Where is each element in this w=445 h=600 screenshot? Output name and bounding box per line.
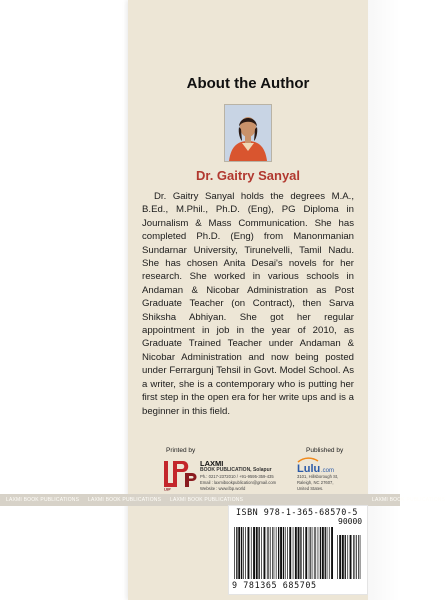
barcode-bars (232, 527, 362, 579)
barcode-bar (245, 527, 246, 579)
author-bio: Dr. Gaitry Sanyal holds the degrees M.A., B.Ed., M.Phil., Ph.D. (Eng), PG Diploma in Journalism & Mass Communication. She has completed Ph.D. (Eng) from Manonmanian Sundarnar University, Tirunelvelli, Tamil Nadu. She has chosen Anita Desai's novels for her research. She worked in various schools in Andaman & Nicobar Administration as Post Graduate Teacher (on Contract), then Sarva Shiksha Abhiyan. She got her regular appointment in job in the year of 2010, as Graduate Trained Teacher under Andaman & Nicobar Administration and now being posted under Ferrargunj Tehsil in Govt. Model School. As a writer, she is a contemporary who is putting her first step in the open era for her write ups and is a beginner in this field. (142, 191, 354, 417)
barcode-bar (314, 527, 315, 579)
barcode-bar (259, 527, 260, 579)
barcode-bar (322, 527, 324, 579)
barcode-bar (331, 527, 333, 579)
barcode-bar (310, 527, 311, 579)
barcode-bar (305, 527, 307, 579)
barcode-bar (253, 527, 255, 579)
publisher-address-line-2: Raleigh, NC 27607, (297, 480, 334, 485)
isbn-label: ISBN 978-1-365-68570-5 (236, 507, 358, 517)
barcode-bar (345, 535, 346, 579)
lulu-logo (296, 456, 338, 474)
lulu-logo-text: Lulu (297, 463, 321, 475)
barcode-bar (295, 527, 297, 579)
barcode-bar (243, 527, 244, 579)
publisher-address-line-3: United States. (297, 486, 324, 491)
barcode-bar (350, 535, 352, 579)
lbp-logo-text: LBP (164, 487, 171, 492)
cover-right-margin (368, 0, 400, 600)
printer-website: Website : www.lbp.world (200, 486, 246, 491)
barcode-bar (234, 527, 235, 579)
barcode-bar (298, 527, 300, 579)
barcode-bar (289, 527, 291, 579)
barcode-bar (315, 527, 316, 579)
barcode-bar (270, 527, 271, 579)
barcode-bar (355, 535, 356, 579)
barcode-bar (358, 535, 359, 579)
printed-by-label: Printed by (166, 447, 196, 454)
barcode-bar (285, 527, 286, 579)
barcode-bar (356, 535, 357, 579)
strip-text: LAXMI BOOK PUBLICATIONS (372, 497, 445, 503)
barcode-bar (329, 527, 330, 579)
barcode-bar (274, 527, 275, 579)
barcode-bar (293, 527, 294, 579)
printer-name: LAXMI (200, 459, 224, 468)
barcode-bar (268, 527, 269, 579)
barcode-bar (318, 527, 319, 579)
barcode-bar (312, 527, 313, 579)
ean-number: 9 781365 685705 (232, 580, 317, 590)
barcode-bar (256, 527, 258, 579)
barcode-bar (276, 527, 277, 579)
strip-text: LAXMI BOOK PUBLICATIONS (170, 497, 244, 503)
strip-text: LAXMI BOOK PUBLICATIONS (6, 497, 80, 503)
barcode-bar (339, 535, 341, 579)
barcode-bar (267, 527, 268, 579)
barcode-bar (236, 527, 237, 579)
barcode-bar (320, 527, 321, 579)
barcode-bar (325, 527, 326, 579)
lulu-logo-suffix: .com (321, 468, 335, 474)
barcode-bar (360, 535, 361, 579)
publisher-address-line-1: 3101, Hillsborough St, (297, 474, 339, 479)
barcode-addon-number: 90000 (338, 517, 363, 526)
barcode-bar (278, 527, 279, 579)
published-by-label: Published by (306, 447, 344, 454)
barcode-bar (300, 527, 301, 579)
barcode-bar (264, 527, 266, 579)
barcode-bar (238, 527, 240, 579)
barcode-bar (272, 527, 273, 579)
printer-email: Email : laxmibookpublication@gmail.com (200, 480, 277, 485)
section-heading: About the Author (186, 75, 310, 92)
barcode-bar (261, 527, 262, 579)
barcode-bar (327, 527, 328, 579)
barcode-bar (309, 527, 310, 579)
barcode-bar (337, 535, 338, 579)
printer-subtitle: BOOK PUBLICATION, Solapur (200, 467, 272, 473)
laxmi-lbp-logo (163, 459, 199, 491)
barcode-bar (353, 535, 354, 579)
barcode-bar (303, 527, 304, 579)
author-name: Dr. Gaitry Sanyal (195, 168, 301, 183)
barcode-bar (251, 527, 252, 579)
barcode-bar (287, 527, 288, 579)
strip-text: LAXMI BOOK PUBLICATIONS (88, 497, 162, 503)
author-photo (224, 104, 272, 162)
barcode-bar (280, 527, 282, 579)
printer-phone: Ph.: 0217-2372010 / +91-9595-359-435 (200, 474, 274, 479)
barcode-bar (283, 527, 284, 579)
author-portrait-image (225, 105, 271, 161)
barcode-bar (241, 527, 242, 579)
barcode-bar (248, 527, 250, 579)
barcode-bar (347, 535, 348, 579)
barcode-bar (342, 535, 344, 579)
